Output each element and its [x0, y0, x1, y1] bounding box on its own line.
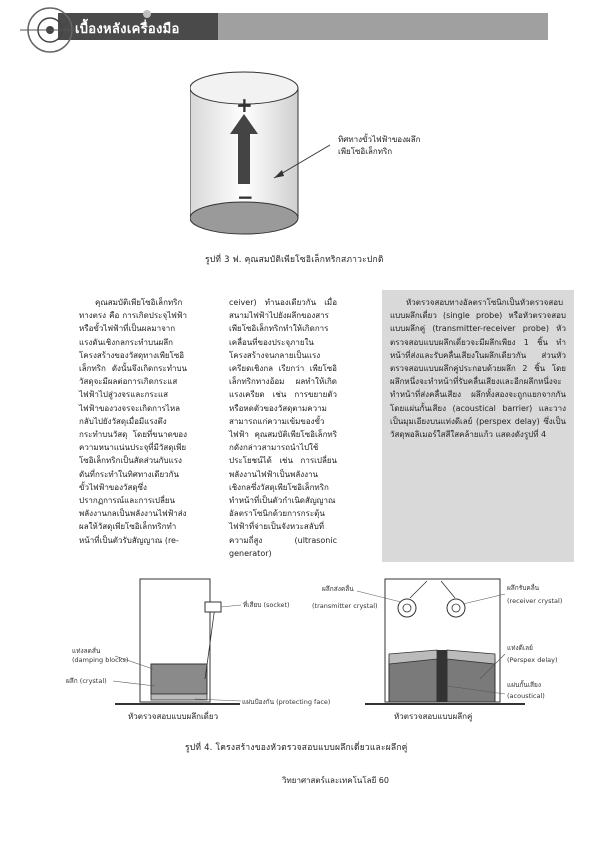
header-title: เบื้องหลังเครื่องมือ [75, 22, 180, 37]
socket-label: ที่เสียบ (socket) [243, 601, 290, 609]
figure3-label-line1: ทิศทางขั้วไฟฟ้าของผลึก [338, 135, 421, 144]
body-paragraph: คุณสมบัติเพียโซอิเล็กทริก ทางตรง คือ การเกิดประจุไฟฟ้าหรือขั้วไฟฟ้าที่เป็นผลมาจากแรงดันเชิงกลกระทำบนผลึกโครงสร้างของวัสดุทางเพียโซอิเล็กทริก ดังนั้นจึงเกิดกระทำบนวัสดุจะมีผลต่อการเกิดกระแสไฟฟ้าไปสู่วงจรและกระแสไฟฟ้าของวงจรจะเกิดการไหลกลับไปยังวัสดุเมื่อมีแรงตึงกระทำบนวัสดุ โดยที่ขนาดของความหนาแน่นประจุที่มีวัสดุเพียโซอิเล็กทริกเป็นสัดส่วนกับแรงดันที่กระทำในทิศทางเดียวกันขั้วไฟฟ้าของวัสดุซึ่งปรากฏการณ์และการเปลี่ยนพลังงานกลเป็นพลังงานไฟฟ้าส่งผลให้วัสดุเพียโซอิเล็กทริกทำหน้าที่เป็นตัวรับสัญญาณ (re- [79, 298, 187, 545]
crystal-label: ผลึก (crystal) [66, 677, 107, 685]
figure3-caption: รูปที่ 3 ฟ. คุณสมบัติเพียโซอิเล็กทริกสภาวะปกติ [205, 255, 384, 265]
damping-label-th: แท่งลดสั่น [72, 647, 101, 655]
body-column-2 [229, 296, 337, 558]
figure3-label-line2: เพียโซอิเล็กทริก [338, 147, 393, 156]
figure4-caption: รูปที่ 4. โครงสร้างของหัวตรวจสอบแบบผลึกเดี่ยวและผลึกคู่ [185, 743, 408, 753]
protecting-face-label: แผ่นป้องกัน (protecting face) [242, 698, 331, 706]
barrier-label-en: (acoustical) [507, 692, 545, 700]
figure3-minus-sign: − [237, 185, 254, 209]
figure3-annotation [338, 134, 458, 158]
delay-label-th: แท่งดีเลย์ [507, 644, 533, 652]
barrier-label-th: แผ่นกั้นเสียง [507, 681, 541, 689]
body-paragraph: หัวตรวจสอบทางอัลตราโซนิกเป็นหัวตรวจสอบแบบผลึกเดี่ยว (single probe) หรือหัวตรวจสอบแบบผลึกคู่ (transmitter-receiver probe) หัวตรวจสอบแบบผลึกเดี่ยวจะมีผลึกเพียง 1 ชิ้น ทำหน้าที่ส่งและรับคลื่นเสียงในผลึกเดียวกัน ส่วนหัวตรวจสอบแบบผลึกคู่ประกอบด้วยผลึก 2 ชิ้น โดยผลึกหนึ่งจะทำหน้าที่รับคลื่นเสียงและอีกผลึกหนึ่งจะทำหน้าที่ส่งคลื่นเสียง ผลึกทั้งสองจะถูกแยกจากกันโดยแผ่นกั้นเสียง (acoustical barrier) และวางเป็นมุมเอียงบนแท่งดีเลย์ (perspex delay) ซึ่งเป็นวัสดุพอลิเมอร์ใสสีใสคล้ายแก้ว แสดงดังรูปที่ 4 [390, 298, 566, 440]
body-column-1 [79, 296, 187, 558]
body-paragraph: ceiver) ทำนองเดียวกัน เมื่อสนามไฟฟ้าไปยังผลึกของสารเพียโซอิเล็กทริกทำให้เกิดการเคลื่อนที่ของประจุภายในโครงสร้างจนกลายเป็นแรงเครียดเชิงกล เรียกว่า เพียโซอิเล็กทริกทางอ้อม ผลทำให้เกิดแรงเครียด เช่น การขยายตัวหรือหดตัวของวัสดุตามความสามารถแก่ความเข้มของขั้วไฟฟ้า คุณสมบัติเพียโซอิเล็กทริกดังกล่าวสามารถนำไปใช้ประโยชน์ได้ เช่น การเปลี่ยนพลังงานไฟฟ้าเป็นพลังงานเชิงกลซึ่งวัสดุเพียโซอิเล็กทริกทำหน้าที่เป็นตัวกำเนิดสัญญาณอัลตราโซนิกด้วยการกระตุ้นไฟฟ้าที่จ่ายเป็นจังหวะสลับที่ความถี่สูง (ultrasonic generator) [229, 298, 337, 558]
figure3-plus-sign: + [236, 93, 253, 117]
transmitter-label-en: (transmitter crystal) [312, 602, 378, 610]
receiver-label-th: ผลึกรับคลื่น [507, 584, 540, 592]
transmitter-label-th: ผลึกส่งคลื่น [322, 585, 354, 593]
damping-label-en: (damping blocks) [72, 656, 129, 664]
delay-label-en: (Perspex delay) [507, 656, 558, 664]
single-probe-title: หัวตรวจสอบแบบผลึกเดี่ยว [128, 712, 219, 721]
page-footer: วิทยาศาสตร์และเทคโนโลยี 60 [282, 776, 389, 785]
dual-probe-title: หัวตรวจสอบแบบผลึกคู่ [394, 712, 473, 721]
body-column-3 [390, 296, 566, 558]
receiver-label-en: (receiver crystal) [507, 597, 563, 605]
